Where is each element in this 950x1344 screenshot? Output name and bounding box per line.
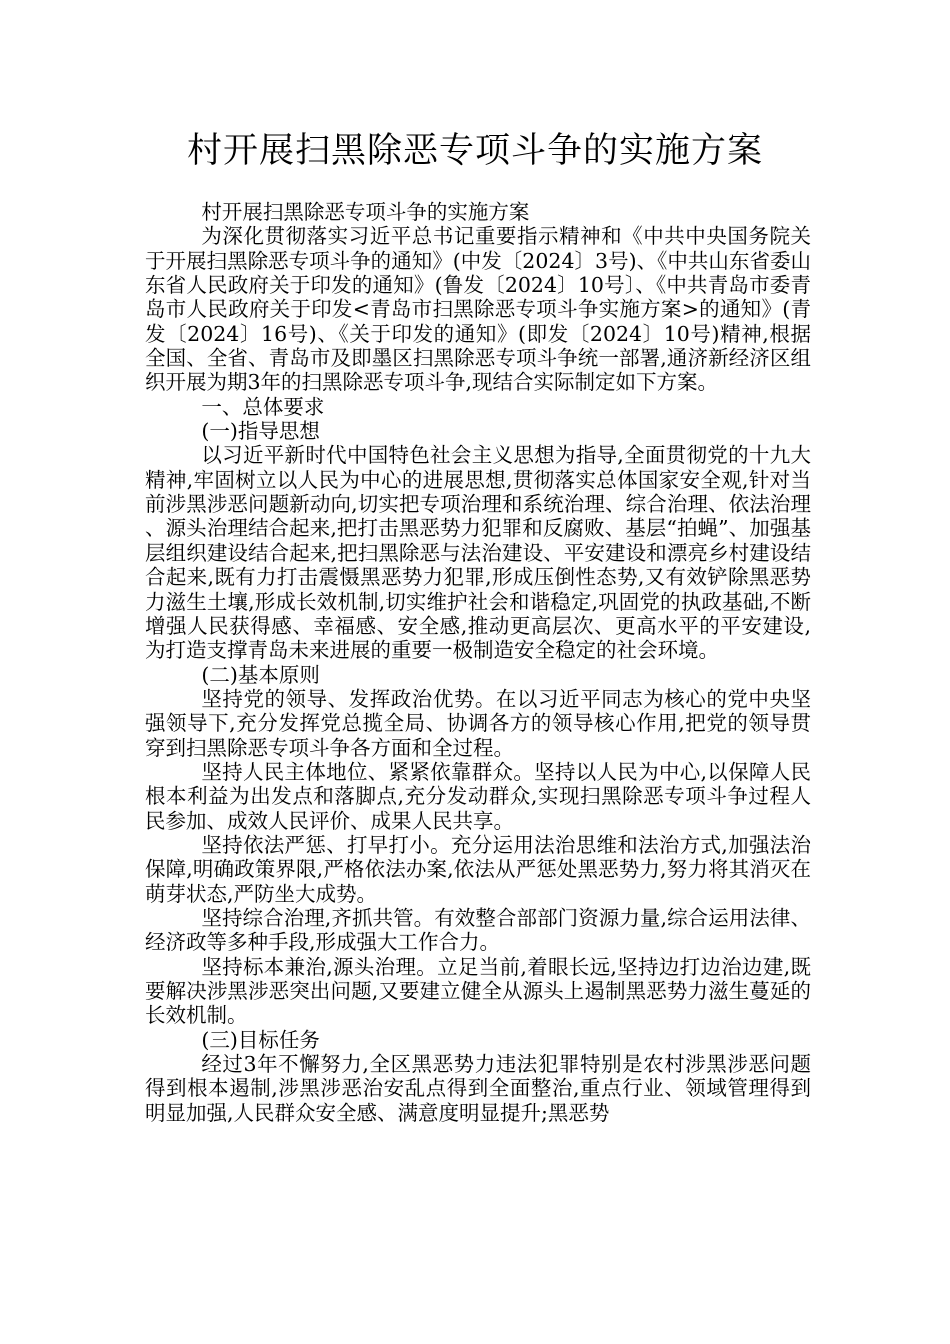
subsection-heading-guiding-ideology: (一)指导思想: [201, 419, 320, 444]
section-heading-general-requirements: 一、总体要求: [201, 394, 325, 419]
principle-party-leadership-paragraph: 坚持党的领导、发挥政治优势。在以习近平同志为核心的党中央坚强领导下,充分发挥党总揽全局、协调各方的领导核心作用,把党的领导贯穿到扫黑除恶专项斗争各方面和全过程。: [145, 686, 811, 760]
subtitle-paragraph: 村开展扫黑除恶专项斗争的实施方案: [201, 200, 530, 224]
principle-comprehensive-paragraph: 坚持综合治理,齐抓共管。有效整合部部门资源力量,综合运用法律、经济政等多种手段,形成强大工作合力。: [145, 905, 811, 955]
document-title: 村开展扫黑除恶专项斗争的实施方案: [186, 131, 763, 171]
principle-law-paragraph: 坚持依法严惩、打早打小。充分运用法治思维和法治方式,加强法治保障,明确政策界限,严格依法办案,依法从严惩处黑恶势力,努力将其消灭在萌芽状态,严防坐大成势。: [145, 832, 811, 906]
principle-root-cause-paragraph: 坚持标本兼治,源头治理。立足当前,着眼长远,坚持边打边治边建,既要解决涉黑涉恶突出问题,又要建立健全从源头上遏制黑恶势力滋生蔓延的长效机制。: [145, 954, 811, 1028]
document-body: [145, 200, 811, 1125]
intro-paragraph: 为深化贯彻落实习近平总书记重要指示精神和《中共中央国务院关于开展扫黑除恶专项斗争的通知》(中发〔2024〕3号)、《中共山东省委山东省人民政府关于印发的通知》(鲁发〔2024〕10号〕、《中共青岛市委青岛市人民政府关于印发<青岛市扫黑除恶专项斗争实施方案>的通知》(青发〔2024〕16号)、《关于印发的通知》(即发〔2024〕10号)精神,根据全国、全省、青岛市及即墨区扫黑除恶专项斗争统一部署,通济新经济区组织开展为期3年的扫黑除恶专项斗争,现结合实际制定如下方案。: [145, 224, 811, 395]
principle-people-paragraph: 坚持人民主体地位、紧紧依靠群众。坚持以人民为中心,以保障人民根本利益为出发点和落脚点,充分发动群众,实现扫黑除恶专项斗争过程人民参加、成效人民评价、成果人民共享。: [145, 759, 811, 833]
subsection-heading-basic-principles: (二)基本原则: [201, 662, 320, 687]
guiding-ideology-paragraph: 以习近平新时代中国特色社会主义思想为指导,全面贯彻党的十九大精神,牢固树立以人民为中心的进展思想,贯彻落实总体国家安全观,针对当前涉黑涉恶问题新动向,切实把专项治理和系统治理、综合治理、依法治理、源头治理结合起来,把打击黑恶势力犯罪和反腐败、基层“拍蝇”、加强基层组织建设结合起来,把扫黑除恶与法治建设、平安建设和漂亮乡村建设结合起来,既有力打击震慑黑恶势力犯罪,形成压倒性态势,又有效铲除黑恶势力滋生土壤,形成长效机制,切实维护社会和谐稳定,巩固党的执政基础,不断增强人民获得感、幸福感、安全感,推动更高层次、更高水平的平安建设,为打造支撑青岛未来进展的重要一极制造安全稳定的社会环境。: [145, 443, 811, 663]
goals-paragraph: 经过3年不懈努力,全区黑恶势力违法犯罪特别是农村涉黑涉恶问题得到根本遏制,涉黑涉恶治安乱点得到全面整治,重点行业、领域管理得到明显加强,人民群众安全感、满意度明显提升;黑恶势: [145, 1052, 811, 1125]
subsection-heading-goals: (三)目标任务: [201, 1027, 320, 1052]
